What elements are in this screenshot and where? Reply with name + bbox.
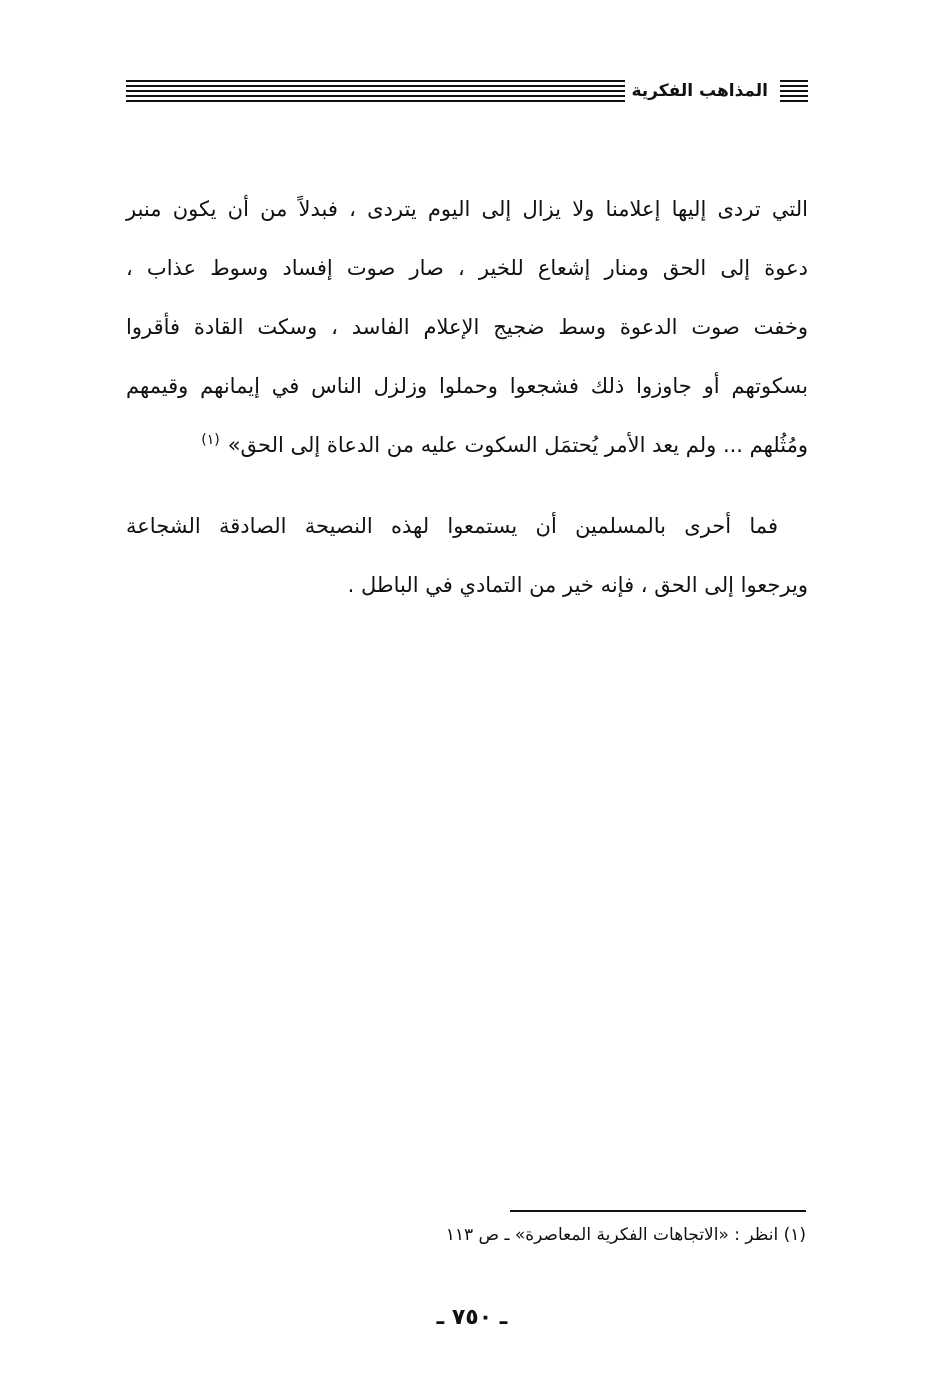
text-line: دعوة إلى الحق ومنار إشعاع للخير ، صار صوت إفساد وسوط عذاب ،: [126, 256, 808, 280]
header-rule-lines: [126, 80, 625, 102]
text-line: ويرجعوا إلى الحق ، فإنه خير من التمادي في الباطل .: [347, 573, 808, 597]
text-line: بسكوتهم أو جاوزوا ذلك فشجعوا وحملوا وزلزل الناس في إيمانهم وقيمهم: [126, 374, 808, 398]
page-number: ـ ٧٥٠ ـ: [436, 1305, 508, 1330]
paragraph-2: [126, 497, 808, 615]
text-line: التي تردى إليها إعلامنا ولا يزال إلى اليوم يتردى ، فبدلاً من أن يكون منبر: [126, 197, 808, 221]
footnote-reference[interactable]: (١): [201, 432, 220, 448]
text-line: ومُثُلهم ... ولم يعد الأمر يُحتمَل السكوت عليه من الدعاة إلى الحق»: [227, 433, 808, 457]
header-title: المذاهب الفكرية: [631, 81, 768, 101]
running-header: [126, 74, 808, 108]
text-line: فما أحرى بالمسلمين أن يستمعوا لهذه النصيحة الصادقة الشجاعة: [126, 514, 778, 538]
paragraph-1: [126, 180, 808, 475]
body-text: [126, 180, 808, 615]
footnote: (١) انظر : «الاتجاهات الفكرية المعاصرة» ـ ص ١١٣: [445, 1225, 806, 1245]
text-line: وخفت صوت الدعوة وسط ضجيج الإعلام الفاسد ، وسكت القادة فأقروا: [126, 315, 808, 339]
footnote-separator: [510, 1210, 806, 1212]
text-line-with-footnote: [126, 416, 808, 475]
header-ornament: [780, 80, 808, 102]
